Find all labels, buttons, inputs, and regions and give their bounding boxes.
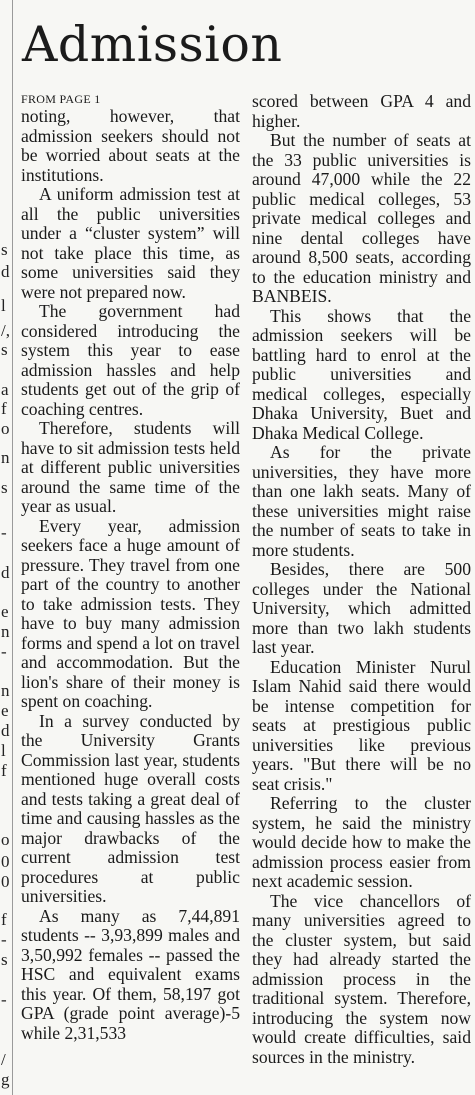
edge-fragment: e: [1, 602, 9, 621]
edge-fragment: o: [1, 830, 10, 849]
article-paragraph: The government had considered introducing the system this year to ease admission hassles and help students get out of the grip of coaching centres.: [21, 301, 240, 419]
adjacent-column-fragment: [0, 0, 13, 1095]
edge-fragment: d: [1, 563, 10, 582]
edge-fragment: d: [1, 721, 10, 740]
edge-fragment: f: [1, 910, 7, 929]
edge-fragment: -: [1, 930, 7, 949]
article-paragraph: In a survey conducted by the University Grants Commission last year, students mentioned huge overall costs and tests taking a great deal of time and causing hassles as the major drawbacks of the current admission test procedures at public universities.: [21, 710, 240, 906]
edge-fragment: -: [1, 642, 7, 661]
edge-fragment: -: [1, 523, 7, 542]
edge-fragment: n: [1, 622, 10, 641]
edge-fragment: f: [1, 399, 7, 418]
edge-fragment: e: [1, 701, 9, 720]
article-column-left: [21, 92, 240, 1043]
article-paragraph: Therefore, students will have to sit admission tests held at different public universities around the same time of the year as usual.: [21, 418, 240, 516]
edge-fragment: 0: [1, 852, 10, 871]
edge-fragment: f: [1, 761, 7, 780]
article-column-right: [252, 92, 471, 1067]
article-paragraph: But the number of seats at the 33 public universities is around 47,000 while the 22 public medical colleges, 53 private medical colleges and nine dental colleges have around 8,500 seats, according to the education ministry and BANBEIS.: [252, 130, 471, 306]
edge-fragment: l: [1, 741, 6, 760]
jump-line: FROM PAGE 1: [21, 92, 101, 106]
article-paragraph: Referring to the cluster system, he said the ministry would decide how to make the admission process easier from next academic session.: [252, 793, 471, 891]
edge-fragment: s: [1, 478, 8, 497]
edge-fragment: /: [1, 1050, 6, 1069]
article-paragraph: Education Minister Nurul Islam Nahid said there would be intense competition for seats at prestigious public universities like previous years. "But there will be no seat crisis.": [252, 656, 471, 794]
article-paragraph: As for the private universities, they have more than one lakh seats. Many of these universities might raise the number of seats to take in more students.: [252, 442, 471, 560]
edge-fragment: -: [1, 990, 7, 1009]
article-paragraph: A uniform admission test at all the public universities under a “cluster system” will not take place this time, as some universities said they were not prepared now.: [21, 184, 240, 302]
edge-fragment: n: [1, 681, 10, 700]
edge-fragment: g: [1, 1070, 10, 1089]
article-paragraph: Every year, admission seekers face a huge amount of pressure. They travel from one part of the country to another to take admission tests. They have to buy many admission forms and spend a lot on travel and accommodation. But the lion's share of their money is spent on coaching.: [21, 515, 240, 711]
article-paragraph: noting, however, that admission seekers should not be worried about seats at the institutions.: [21, 106, 240, 185]
edge-fragment: 0: [1, 872, 10, 891]
article-paragraph: This shows that the admission seekers will be battling hard to enrol at the public universities and medical colleges, especially Dhaka University, Buet and Dhaka Medical College.: [252, 305, 471, 443]
article-paragraph: scored between GPA 4 and higher.: [252, 91, 471, 131]
edge-fragment: l: [1, 296, 6, 315]
article-paragraph: As many as 7,44,891 students -- 3,93,899 males and 3,50,992 females -- passed the HSC and equivalent exams this year. Of them, 58,197 got GPA (grade point average)-5 while 2,31,533: [21, 905, 240, 1043]
article-headline: Admission: [22, 16, 283, 73]
edge-fragment: a: [1, 380, 9, 399]
edge-fragment: s: [1, 240, 8, 259]
article-paragraph: The vice chancellors of many universities agreed to the cluster system, but said they had already started the admission process in the traditional system. Therefore, introducing the system now would create difficulties, said sources in the ministry.: [252, 890, 471, 1067]
edge-fragment: s: [1, 340, 8, 359]
edge-fragment: o: [1, 419, 10, 438]
article-paragraph: Besides, there are 500 colleges under the National University, which admitted more than two lakh students last year.: [252, 559, 471, 657]
edge-fragment: /,: [1, 321, 10, 340]
edge-fragment: s: [1, 950, 8, 969]
edge-fragment: d: [1, 262, 10, 281]
edge-fragment: n: [1, 448, 10, 467]
